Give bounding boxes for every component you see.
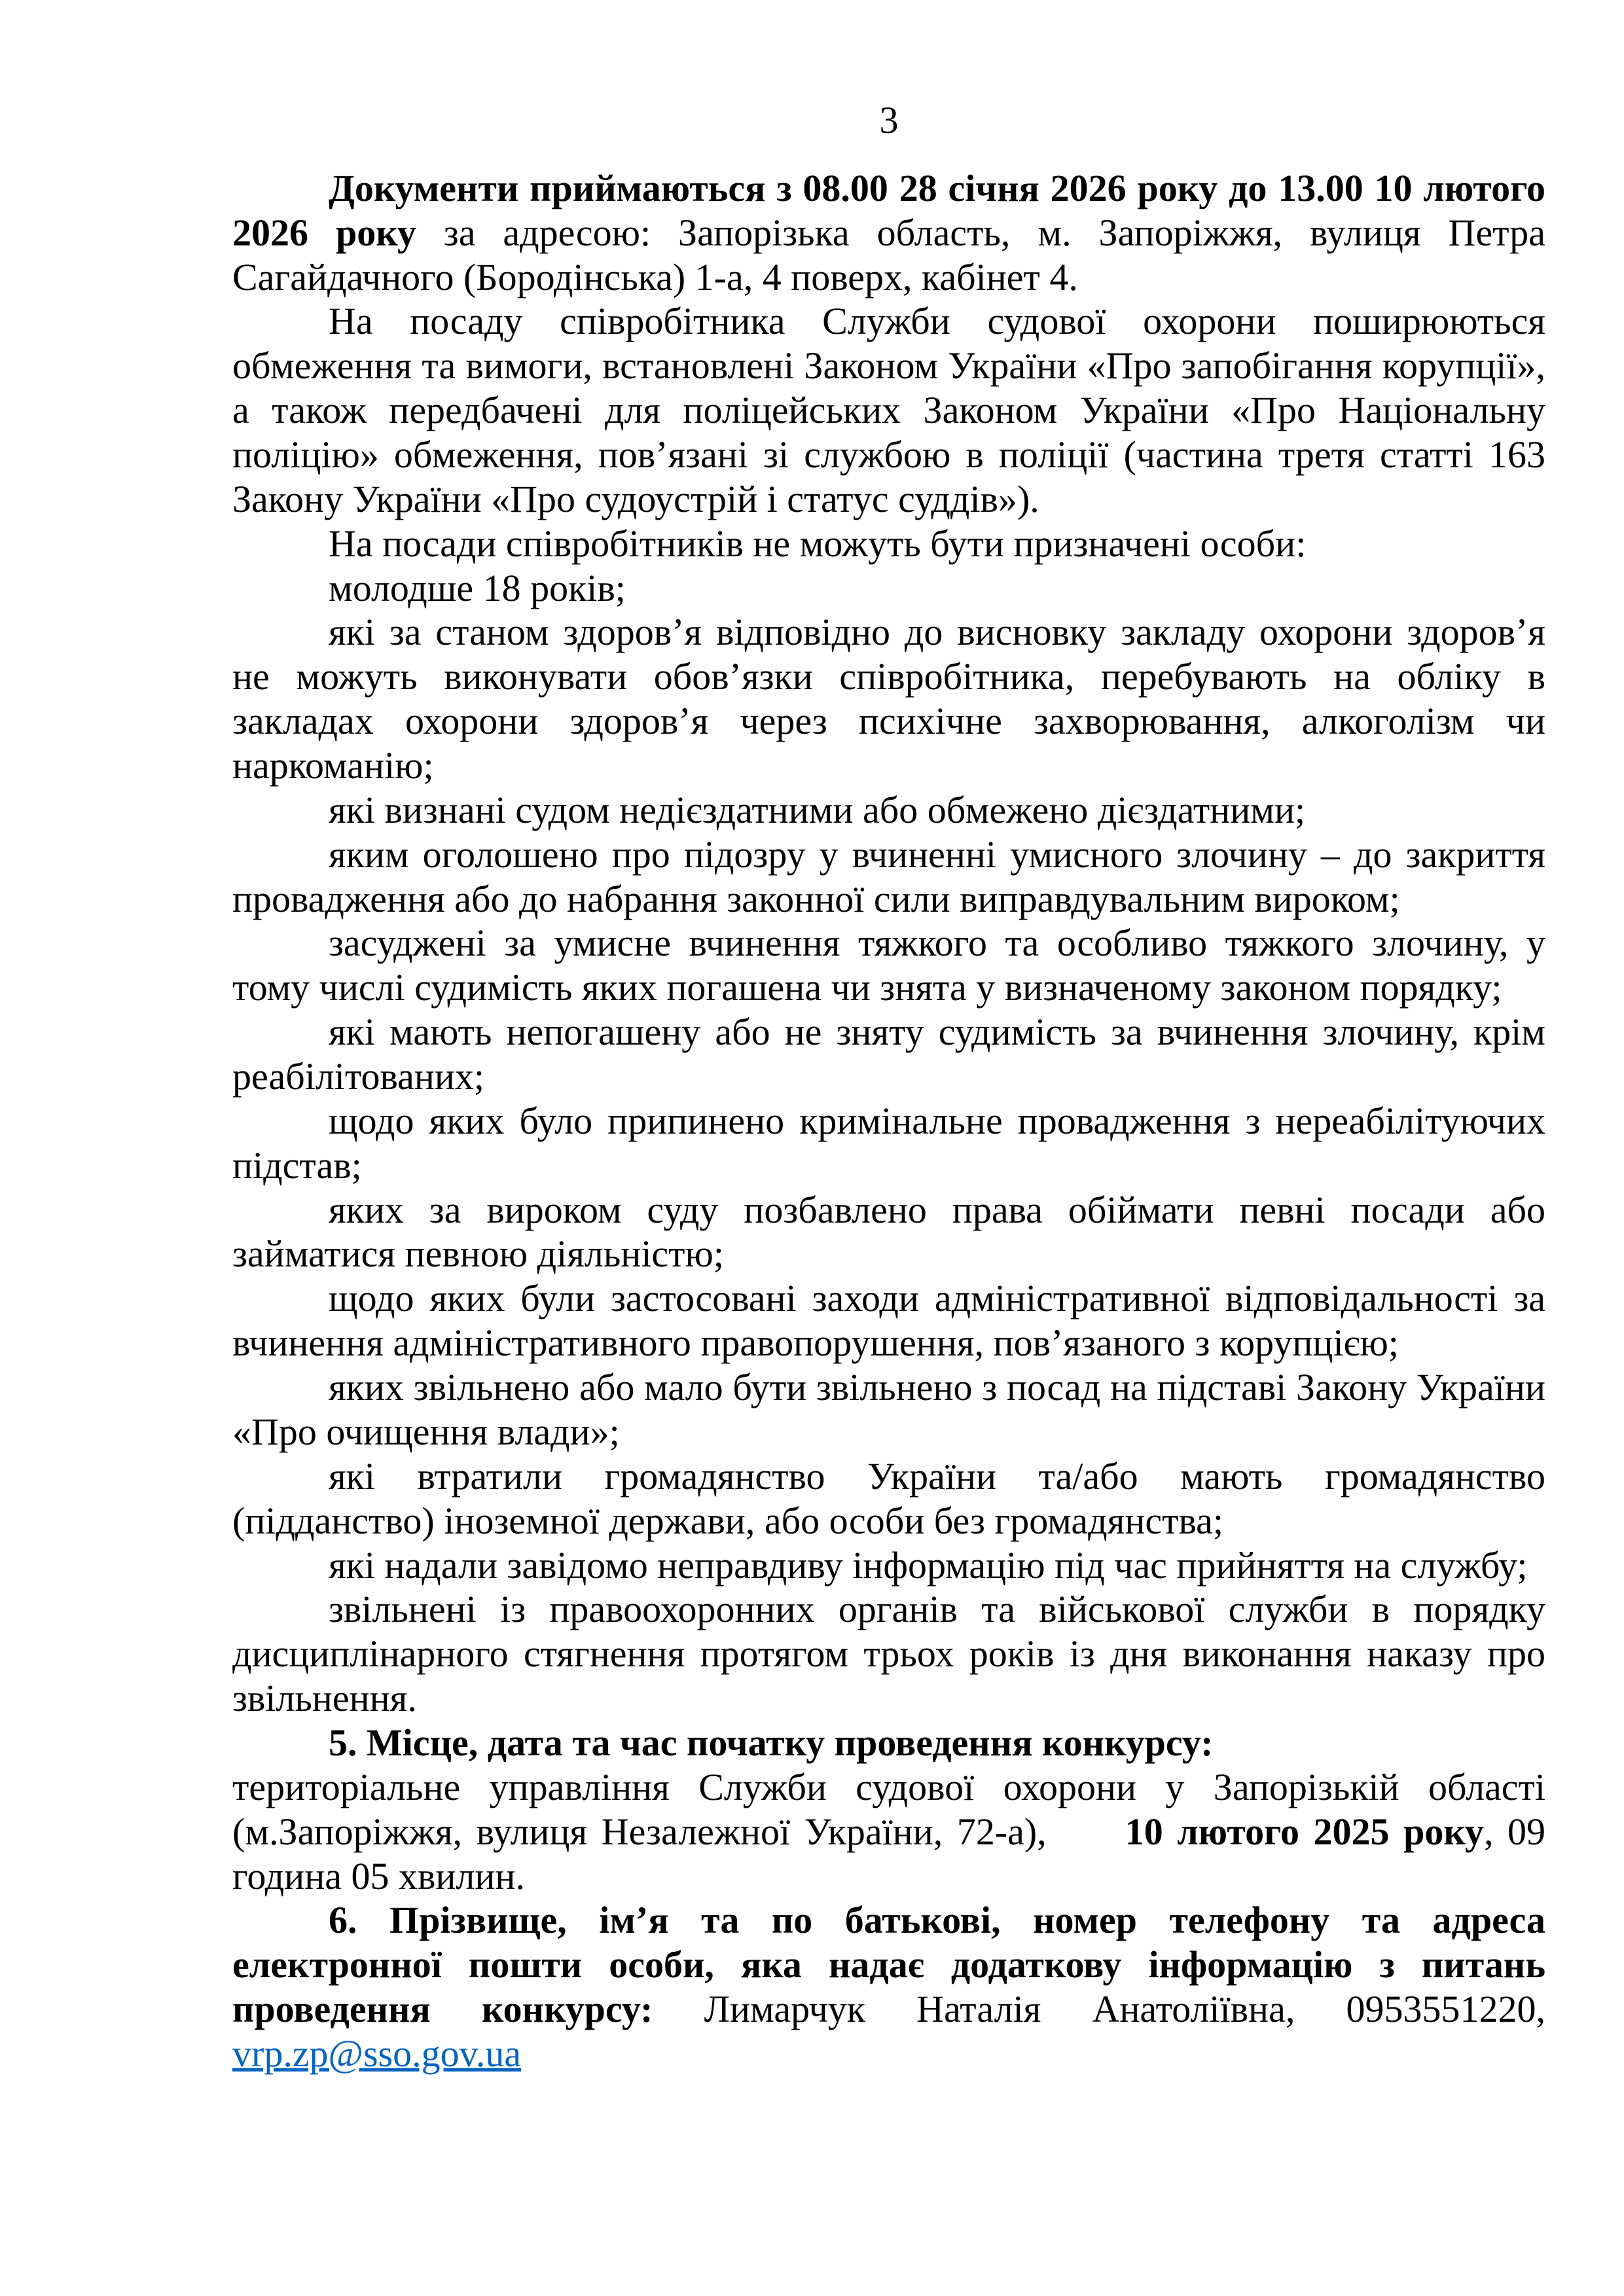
section5-body xyxy=(232,1765,1545,1899)
restriction-item: яких за вироком суду позбавлено права обіймати певні посади або займатися певною діяльністю; xyxy=(232,1188,1545,1276)
restriction-item: які за станом здоров’я відповідно до висновку закладу охорони здоров’я не можуть виконувати обов’язки співробітника, перебувають на обліку в закладах охорони здоров’я через психічне захворювання, алкоголізм чи наркоманію; xyxy=(232,611,1545,787)
restriction-item: які втратили громадянство України та/або мають громадянство (підданство) іноземної держави, або особи без громадянства; xyxy=(232,1454,1545,1542)
paragraph-not-appointed-lead: На посади співробітників не можуть бути призначені особи: xyxy=(329,522,1307,565)
restriction-item: яких звільнено або мало бути звільнено з посад на підставі Закону України «Про очищення влади»; xyxy=(232,1366,1545,1453)
restriction-item: щодо яких було припинено кримінальне провадження з нереабілітуючих підстав; xyxy=(232,1099,1545,1187)
restriction-item: які мають непогашену або не зняту судимість за вчинення злочину, крім реабілітованих; xyxy=(232,1011,1545,1098)
restriction-item: яким оголошено про підозру у вчиненні умисного злочину – до закриття провадження або до набрання законної сили виправдувальним вироком; xyxy=(232,833,1545,920)
restriction-item: звільнені із правоохоронних органів та військової служби в порядку дисциплінарного стягнення протягом трьох років із дня виконання наказу про звільнення. xyxy=(232,1588,1545,1720)
restriction-item: які надали завідомо неправдиву інформацію під час прийняття на службу; xyxy=(329,1543,1528,1587)
section5-time-run: , 09 година 05 хвилин. xyxy=(232,1810,1545,1897)
section5-date-run: 10 лютого 2025 року xyxy=(1125,1810,1484,1853)
section5-location-run: територіальне управління Служби судової охорони у Запорізькій області (м.Запоріжжя, вулиця Незалежної України, 72-а), xyxy=(232,1765,1545,1853)
section5-heading-text: 5. Місце, дата та час початку проведення конкурсу: xyxy=(329,1721,1214,1764)
restriction-item: засуджені за умисне вчинення тяжкого та особливо тяжкого злочину, у тому числі судимість яких погашена чи знята у визначеному законом порядку; xyxy=(232,922,1545,1009)
paragraph-documents-accepted xyxy=(232,166,1545,300)
page-number: 3 xyxy=(879,99,899,141)
section6-paragraph xyxy=(232,1898,1545,2075)
section6-heading-text: 6. Прізвище, ім’я та по батькові, номер телефону та адреса електронної пошти особи, яка надає додаткову інформацію з питань проведення конкурсу: xyxy=(232,1899,1545,2031)
section6-contact-run: Лимарчук Наталія Анатоліївна, 0953551220, xyxy=(704,1988,1545,2031)
paragraph-restrictions-law: На посаду співробітника Служби судової охорони поширюються обмеження та вимоги, встановлені Законом України «Про запобігання корупції», а також передбачені для поліцейських Законом України «Про Національну поліцію» обмеження, пов’язані зі службою в поліції (частина третя статті 163 Закону України «Про судоустрій і статус суддів»). xyxy=(232,300,1545,520)
section5-heading xyxy=(232,1721,1545,1765)
restriction-item: щодо яких були застосовані заходи адміністративної відповідальності за вчинення адміністративного правопорушення, пов’язаного з корупцією; xyxy=(232,1277,1545,1365)
documents-accepted-address-run: за адресою: Запорізька область, м. Запоріжжя, вулиця Петра Сагайдачного (Бородінська) 1-а, 4 поверх, кабінет 4. xyxy=(232,211,1545,298)
restriction-item: які визнані судом недієздатними або обмежено дієздатними; xyxy=(329,788,1306,831)
email-link[interactable]: vrp.zp@sso.gov.ua xyxy=(232,2032,522,2075)
documents-accepted-bold-run: Документи приймаються з 08.00 28 січня 2026 року до 13.00 10 лютого 2026 року xyxy=(232,166,1545,254)
restriction-item: молодше 18 років; xyxy=(329,566,626,609)
